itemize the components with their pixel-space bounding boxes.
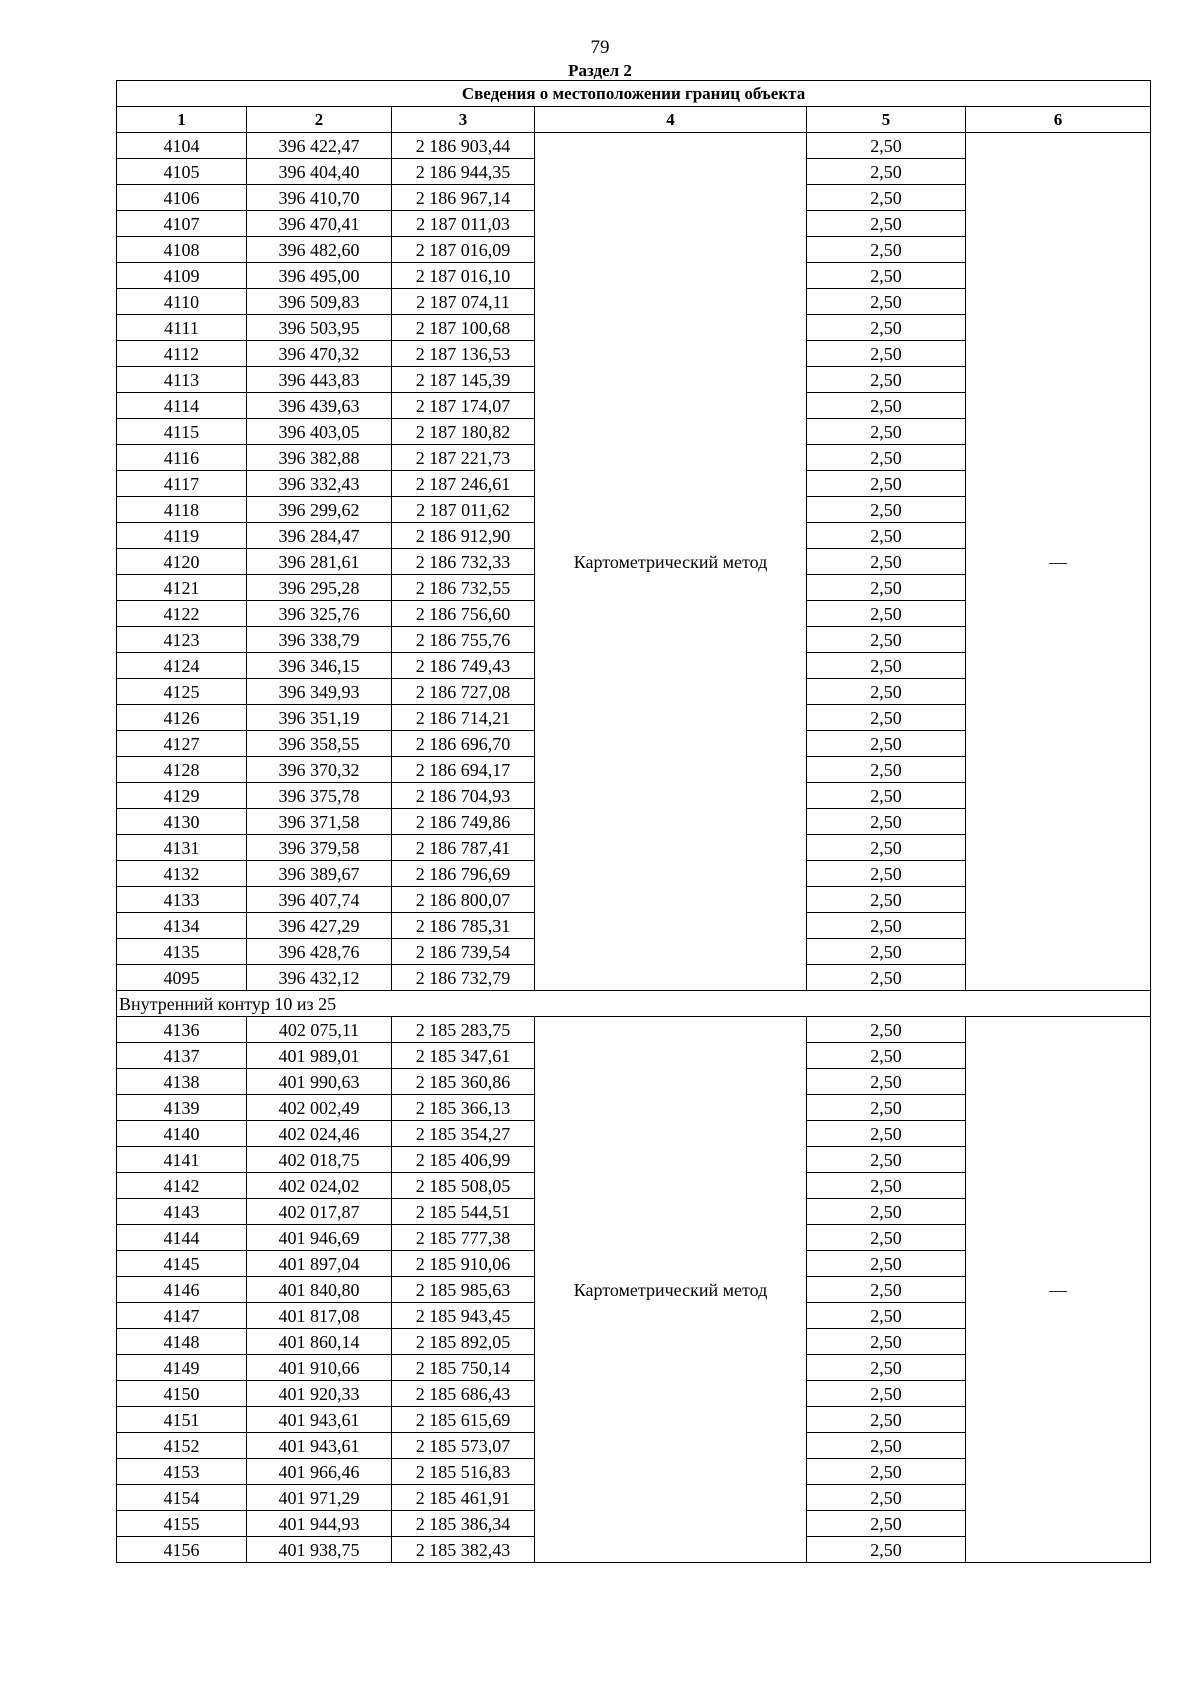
accuracy-cell: 2,50: [807, 1095, 966, 1121]
point-number-cell: 4135: [117, 939, 247, 965]
accuracy-cell: 2,50: [807, 939, 966, 965]
x-coordinate-cell: 401 944,93: [247, 1511, 392, 1537]
x-coordinate-cell: 396 332,43: [247, 471, 392, 497]
y-coordinate-cell: 2 185 777,38: [392, 1225, 535, 1251]
y-coordinate-cell: 2 185 910,06: [392, 1251, 535, 1277]
y-coordinate-cell: 2 186 800,07: [392, 887, 535, 913]
point-number-cell: 4108: [117, 237, 247, 263]
coordinates-table: [116, 80, 1151, 1563]
y-coordinate-cell: 2 186 714,21: [392, 705, 535, 731]
point-number-cell: 4127: [117, 731, 247, 757]
point-number-cell: 4126: [117, 705, 247, 731]
point-number-cell: 4149: [117, 1355, 247, 1381]
y-coordinate-cell: 2 186 704,93: [392, 783, 535, 809]
accuracy-cell: 2,50: [807, 315, 966, 341]
point-number-cell: 4129: [117, 783, 247, 809]
accuracy-cell: 2,50: [807, 1173, 966, 1199]
y-coordinate-cell: 2 187 221,73: [392, 445, 535, 471]
accuracy-cell: 2,50: [807, 835, 966, 861]
x-coordinate-cell: 402 075,11: [247, 1017, 392, 1043]
accuracy-cell: 2,50: [807, 601, 966, 627]
accuracy-cell: 2,50: [807, 159, 966, 185]
point-number-cell: 4130: [117, 809, 247, 835]
x-coordinate-cell: 396 371,58: [247, 809, 392, 835]
accuracy-cell: 2,50: [807, 367, 966, 393]
accuracy-cell: 2,50: [807, 523, 966, 549]
accuracy-cell: 2,50: [807, 211, 966, 237]
accuracy-cell: 2,50: [807, 1121, 966, 1147]
y-coordinate-cell: 2 186 785,31: [392, 913, 535, 939]
x-coordinate-cell: 401 897,04: [247, 1251, 392, 1277]
y-coordinate-cell: 2 185 366,13: [392, 1095, 535, 1121]
accuracy-cell: 2,50: [807, 1199, 966, 1225]
y-coordinate-cell: 2 185 573,07: [392, 1433, 535, 1459]
x-coordinate-cell: 401 817,08: [247, 1303, 392, 1329]
x-coordinate-cell: 401 943,61: [247, 1433, 392, 1459]
table-head: [117, 81, 1151, 133]
point-number-cell: 4095: [117, 965, 247, 991]
x-coordinate-cell: 396 358,55: [247, 731, 392, 757]
y-coordinate-cell: 2 186 967,14: [392, 185, 535, 211]
x-coordinate-cell: 396 422,47: [247, 133, 392, 159]
accuracy-cell: 2,50: [807, 1407, 966, 1433]
accuracy-cell: 2,50: [807, 237, 966, 263]
x-coordinate-cell: 396 338,79: [247, 627, 392, 653]
table-body: [117, 133, 1151, 1563]
page-number: 79: [590, 37, 610, 58]
point-number-cell: 4110: [117, 289, 247, 315]
x-coordinate-cell: 402 018,75: [247, 1147, 392, 1173]
y-coordinate-cell: 2 185 985,63: [392, 1277, 535, 1303]
accuracy-cell: 2,50: [807, 185, 966, 211]
accuracy-cell: 2,50: [807, 809, 966, 835]
method-cell: Картометрический метод: [535, 133, 807, 991]
y-coordinate-cell: 2 187 174,07: [392, 393, 535, 419]
x-coordinate-cell: 401 989,01: [247, 1043, 392, 1069]
point-number-cell: 4128: [117, 757, 247, 783]
accuracy-cell: 2,50: [807, 289, 966, 315]
point-number-cell: 4105: [117, 159, 247, 185]
x-coordinate-cell: 401 943,61: [247, 1407, 392, 1433]
x-coordinate-cell: 396 503,95: [247, 315, 392, 341]
x-coordinate-cell: 402 024,46: [247, 1121, 392, 1147]
x-coordinate-cell: 396 370,32: [247, 757, 392, 783]
column-header: 3: [392, 107, 535, 133]
accuracy-cell: 2,50: [807, 1017, 966, 1043]
y-coordinate-cell: 2 185 382,43: [392, 1537, 535, 1563]
point-number-cell: 4141: [117, 1147, 247, 1173]
x-coordinate-cell: 401 990,63: [247, 1069, 392, 1095]
point-number-cell: 4121: [117, 575, 247, 601]
point-number-cell: 4133: [117, 887, 247, 913]
point-number-cell: 4116: [117, 445, 247, 471]
y-coordinate-cell: 2 185 386,34: [392, 1511, 535, 1537]
y-coordinate-cell: 2 185 615,69: [392, 1407, 535, 1433]
accuracy-cell: 2,50: [807, 549, 966, 575]
y-coordinate-cell: 2 186 732,33: [392, 549, 535, 575]
x-coordinate-cell: 396 389,67: [247, 861, 392, 887]
point-number-cell: 4131: [117, 835, 247, 861]
point-number-cell: 4115: [117, 419, 247, 445]
y-coordinate-cell: 2 187 180,82: [392, 419, 535, 445]
point-number-cell: 4144: [117, 1225, 247, 1251]
point-number-cell: 4114: [117, 393, 247, 419]
y-coordinate-cell: 2 187 145,39: [392, 367, 535, 393]
point-number-cell: 4120: [117, 549, 247, 575]
accuracy-cell: 2,50: [807, 1459, 966, 1485]
accuracy-cell: 2,50: [807, 1485, 966, 1511]
x-coordinate-cell: 401 966,46: [247, 1459, 392, 1485]
accuracy-cell: 2,50: [807, 133, 966, 159]
point-number-cell: 4112: [117, 341, 247, 367]
y-coordinate-cell: 2 187 016,10: [392, 263, 535, 289]
y-coordinate-cell: 2 186 912,90: [392, 523, 535, 549]
point-number-cell: 4146: [117, 1277, 247, 1303]
point-number-cell: 4152: [117, 1433, 247, 1459]
point-number-cell: 4132: [117, 861, 247, 887]
point-number-cell: 4154: [117, 1485, 247, 1511]
x-coordinate-cell: 396 351,19: [247, 705, 392, 731]
x-coordinate-cell: 396 427,29: [247, 913, 392, 939]
accuracy-cell: 2,50: [807, 393, 966, 419]
y-coordinate-cell: 2 185 516,83: [392, 1459, 535, 1485]
column-header: 2: [247, 107, 392, 133]
point-number-cell: 4139: [117, 1095, 247, 1121]
accuracy-cell: 2,50: [807, 731, 966, 757]
y-coordinate-cell: 2 185 750,14: [392, 1355, 535, 1381]
x-coordinate-cell: 396 443,83: [247, 367, 392, 393]
accuracy-cell: 2,50: [807, 783, 966, 809]
accuracy-cell: 2,50: [807, 1043, 966, 1069]
accuracy-cell: 2,50: [807, 1355, 966, 1381]
point-number-cell: 4109: [117, 263, 247, 289]
x-coordinate-cell: 396 299,62: [247, 497, 392, 523]
x-coordinate-cell: 396 284,47: [247, 523, 392, 549]
x-coordinate-cell: 401 860,14: [247, 1329, 392, 1355]
contour-label-row: [117, 991, 1151, 1017]
y-coordinate-cell: 2 186 796,69: [392, 861, 535, 887]
y-coordinate-cell: 2 185 283,75: [392, 1017, 535, 1043]
y-coordinate-cell: 2 186 696,70: [392, 731, 535, 757]
x-coordinate-cell: 396 410,70: [247, 185, 392, 211]
x-coordinate-cell: 396 281,61: [247, 549, 392, 575]
table-row: [117, 1017, 1151, 1043]
y-coordinate-cell: 2 186 755,76: [392, 627, 535, 653]
accuracy-cell: 2,50: [807, 653, 966, 679]
y-coordinate-cell: 2 186 732,55: [392, 575, 535, 601]
accuracy-cell: 2,50: [807, 1511, 966, 1537]
point-number-cell: 4104: [117, 133, 247, 159]
x-coordinate-cell: 396 509,83: [247, 289, 392, 315]
point-number-cell: 4117: [117, 471, 247, 497]
y-coordinate-cell: 2 186 732,79: [392, 965, 535, 991]
accuracy-cell: 2,50: [807, 705, 966, 731]
accuracy-cell: 2,50: [807, 471, 966, 497]
accuracy-cell: 2,50: [807, 1381, 966, 1407]
x-coordinate-cell: 396 495,00: [247, 263, 392, 289]
point-number-cell: 4107: [117, 211, 247, 237]
x-coordinate-cell: 402 002,49: [247, 1095, 392, 1121]
x-coordinate-cell: 396 379,58: [247, 835, 392, 861]
x-coordinate-cell: 396 470,41: [247, 211, 392, 237]
point-number-cell: 4134: [117, 913, 247, 939]
point-number-cell: 4113: [117, 367, 247, 393]
column6-cell: —: [966, 133, 1151, 991]
y-coordinate-cell: 2 187 246,61: [392, 471, 535, 497]
y-coordinate-cell: 2 187 011,03: [392, 211, 535, 237]
accuracy-cell: 2,50: [807, 575, 966, 601]
table-caption: Сведения о местоположении границ объекта: [117, 81, 1151, 107]
point-number-cell: 4155: [117, 1511, 247, 1537]
point-number-cell: 4153: [117, 1459, 247, 1485]
caption-row: [117, 81, 1151, 107]
y-coordinate-cell: 2 185 943,45: [392, 1303, 535, 1329]
y-coordinate-cell: 2 187 100,68: [392, 315, 535, 341]
y-coordinate-cell: 2 187 016,09: [392, 237, 535, 263]
accuracy-cell: 2,50: [807, 679, 966, 705]
point-number-cell: 4138: [117, 1069, 247, 1095]
point-number-cell: 4147: [117, 1303, 247, 1329]
accuracy-cell: 2,50: [807, 861, 966, 887]
x-coordinate-cell: 396 403,05: [247, 419, 392, 445]
accuracy-cell: 2,50: [807, 1329, 966, 1355]
accuracy-cell: 2,50: [807, 757, 966, 783]
x-coordinate-cell: 396 439,63: [247, 393, 392, 419]
x-coordinate-cell: 396 346,15: [247, 653, 392, 679]
x-coordinate-cell: 396 404,40: [247, 159, 392, 185]
method-cell: Картометрический метод: [535, 1017, 807, 1563]
accuracy-cell: 2,50: [807, 419, 966, 445]
accuracy-cell: 2,50: [807, 627, 966, 653]
x-coordinate-cell: 396 325,76: [247, 601, 392, 627]
point-number-cell: 4123: [117, 627, 247, 653]
accuracy-cell: 2,50: [807, 1147, 966, 1173]
y-coordinate-cell: 2 186 787,41: [392, 835, 535, 861]
x-coordinate-cell: 402 017,87: [247, 1199, 392, 1225]
y-coordinate-cell: 2 185 508,05: [392, 1173, 535, 1199]
table-row: [117, 133, 1151, 159]
accuracy-cell: 2,50: [807, 445, 966, 471]
y-coordinate-cell: 2 186 694,17: [392, 757, 535, 783]
x-coordinate-cell: 401 946,69: [247, 1225, 392, 1251]
y-coordinate-cell: 2 186 749,43: [392, 653, 535, 679]
x-coordinate-cell: 396 482,60: [247, 237, 392, 263]
y-coordinate-cell: 2 186 727,08: [392, 679, 535, 705]
column-header: 1: [117, 107, 247, 133]
accuracy-cell: 2,50: [807, 1277, 966, 1303]
point-number-cell: 4122: [117, 601, 247, 627]
point-number-cell: 4148: [117, 1329, 247, 1355]
x-coordinate-cell: 396 349,93: [247, 679, 392, 705]
section-title: Раздел 2: [568, 61, 632, 80]
point-number-cell: 4137: [117, 1043, 247, 1069]
point-number-cell: 4150: [117, 1381, 247, 1407]
column-header: 5: [807, 107, 966, 133]
y-coordinate-cell: 2 186 739,54: [392, 939, 535, 965]
x-coordinate-cell: 401 920,33: [247, 1381, 392, 1407]
accuracy-cell: 2,50: [807, 1537, 966, 1563]
point-number-cell: 4136: [117, 1017, 247, 1043]
accuracy-cell: 2,50: [807, 1069, 966, 1095]
accuracy-cell: 2,50: [807, 1225, 966, 1251]
point-number-cell: 4118: [117, 497, 247, 523]
x-coordinate-cell: 401 971,29: [247, 1485, 392, 1511]
point-number-cell: 4125: [117, 679, 247, 705]
x-coordinate-cell: 396 428,76: [247, 939, 392, 965]
y-coordinate-cell: 2 187 136,53: [392, 341, 535, 367]
x-coordinate-cell: 396 432,12: [247, 965, 392, 991]
column6-cell: —: [966, 1017, 1151, 1563]
x-coordinate-cell: 396 382,88: [247, 445, 392, 471]
accuracy-cell: 2,50: [807, 965, 966, 991]
accuracy-cell: 2,50: [807, 913, 966, 939]
point-number-cell: 4119: [117, 523, 247, 549]
y-coordinate-cell: 2 186 944,35: [392, 159, 535, 185]
accuracy-cell: 2,50: [807, 263, 966, 289]
point-number-cell: 4106: [117, 185, 247, 211]
x-coordinate-cell: 396 470,32: [247, 341, 392, 367]
x-coordinate-cell: 401 840,80: [247, 1277, 392, 1303]
y-coordinate-cell: 2 187 074,11: [392, 289, 535, 315]
point-number-cell: 4143: [117, 1199, 247, 1225]
column-number-row: [117, 107, 1151, 133]
y-coordinate-cell: 2 185 354,27: [392, 1121, 535, 1147]
x-coordinate-cell: 396 375,78: [247, 783, 392, 809]
x-coordinate-cell: 396 407,74: [247, 887, 392, 913]
accuracy-cell: 2,50: [807, 497, 966, 523]
point-number-cell: 4140: [117, 1121, 247, 1147]
point-number-cell: 4156: [117, 1537, 247, 1563]
y-coordinate-cell: 2 185 406,99: [392, 1147, 535, 1173]
y-coordinate-cell: 2 185 461,91: [392, 1485, 535, 1511]
column-header: 4: [535, 107, 807, 133]
point-number-cell: 4124: [117, 653, 247, 679]
x-coordinate-cell: 396 295,28: [247, 575, 392, 601]
y-coordinate-cell: 2 186 756,60: [392, 601, 535, 627]
point-number-cell: 4145: [117, 1251, 247, 1277]
x-coordinate-cell: 402 024,02: [247, 1173, 392, 1199]
y-coordinate-cell: 2 185 686,43: [392, 1381, 535, 1407]
point-number-cell: 4151: [117, 1407, 247, 1433]
y-coordinate-cell: 2 185 544,51: [392, 1199, 535, 1225]
x-coordinate-cell: 401 938,75: [247, 1537, 392, 1563]
contour-label: Внутренний контур 10 из 25: [117, 991, 1151, 1017]
y-coordinate-cell: 2 185 892,05: [392, 1329, 535, 1355]
point-number-cell: 4142: [117, 1173, 247, 1199]
accuracy-cell: 2,50: [807, 1303, 966, 1329]
y-coordinate-cell: 2 185 360,86: [392, 1069, 535, 1095]
y-coordinate-cell: 2 185 347,61: [392, 1043, 535, 1069]
y-coordinate-cell: 2 186 903,44: [392, 133, 535, 159]
accuracy-cell: 2,50: [807, 341, 966, 367]
point-number-cell: 4111: [117, 315, 247, 341]
accuracy-cell: 2,50: [807, 887, 966, 913]
x-coordinate-cell: 401 910,66: [247, 1355, 392, 1381]
y-coordinate-cell: 2 186 749,86: [392, 809, 535, 835]
column-header: 6: [966, 107, 1151, 133]
y-coordinate-cell: 2 187 011,62: [392, 497, 535, 523]
accuracy-cell: 2,50: [807, 1433, 966, 1459]
accuracy-cell: 2,50: [807, 1251, 966, 1277]
